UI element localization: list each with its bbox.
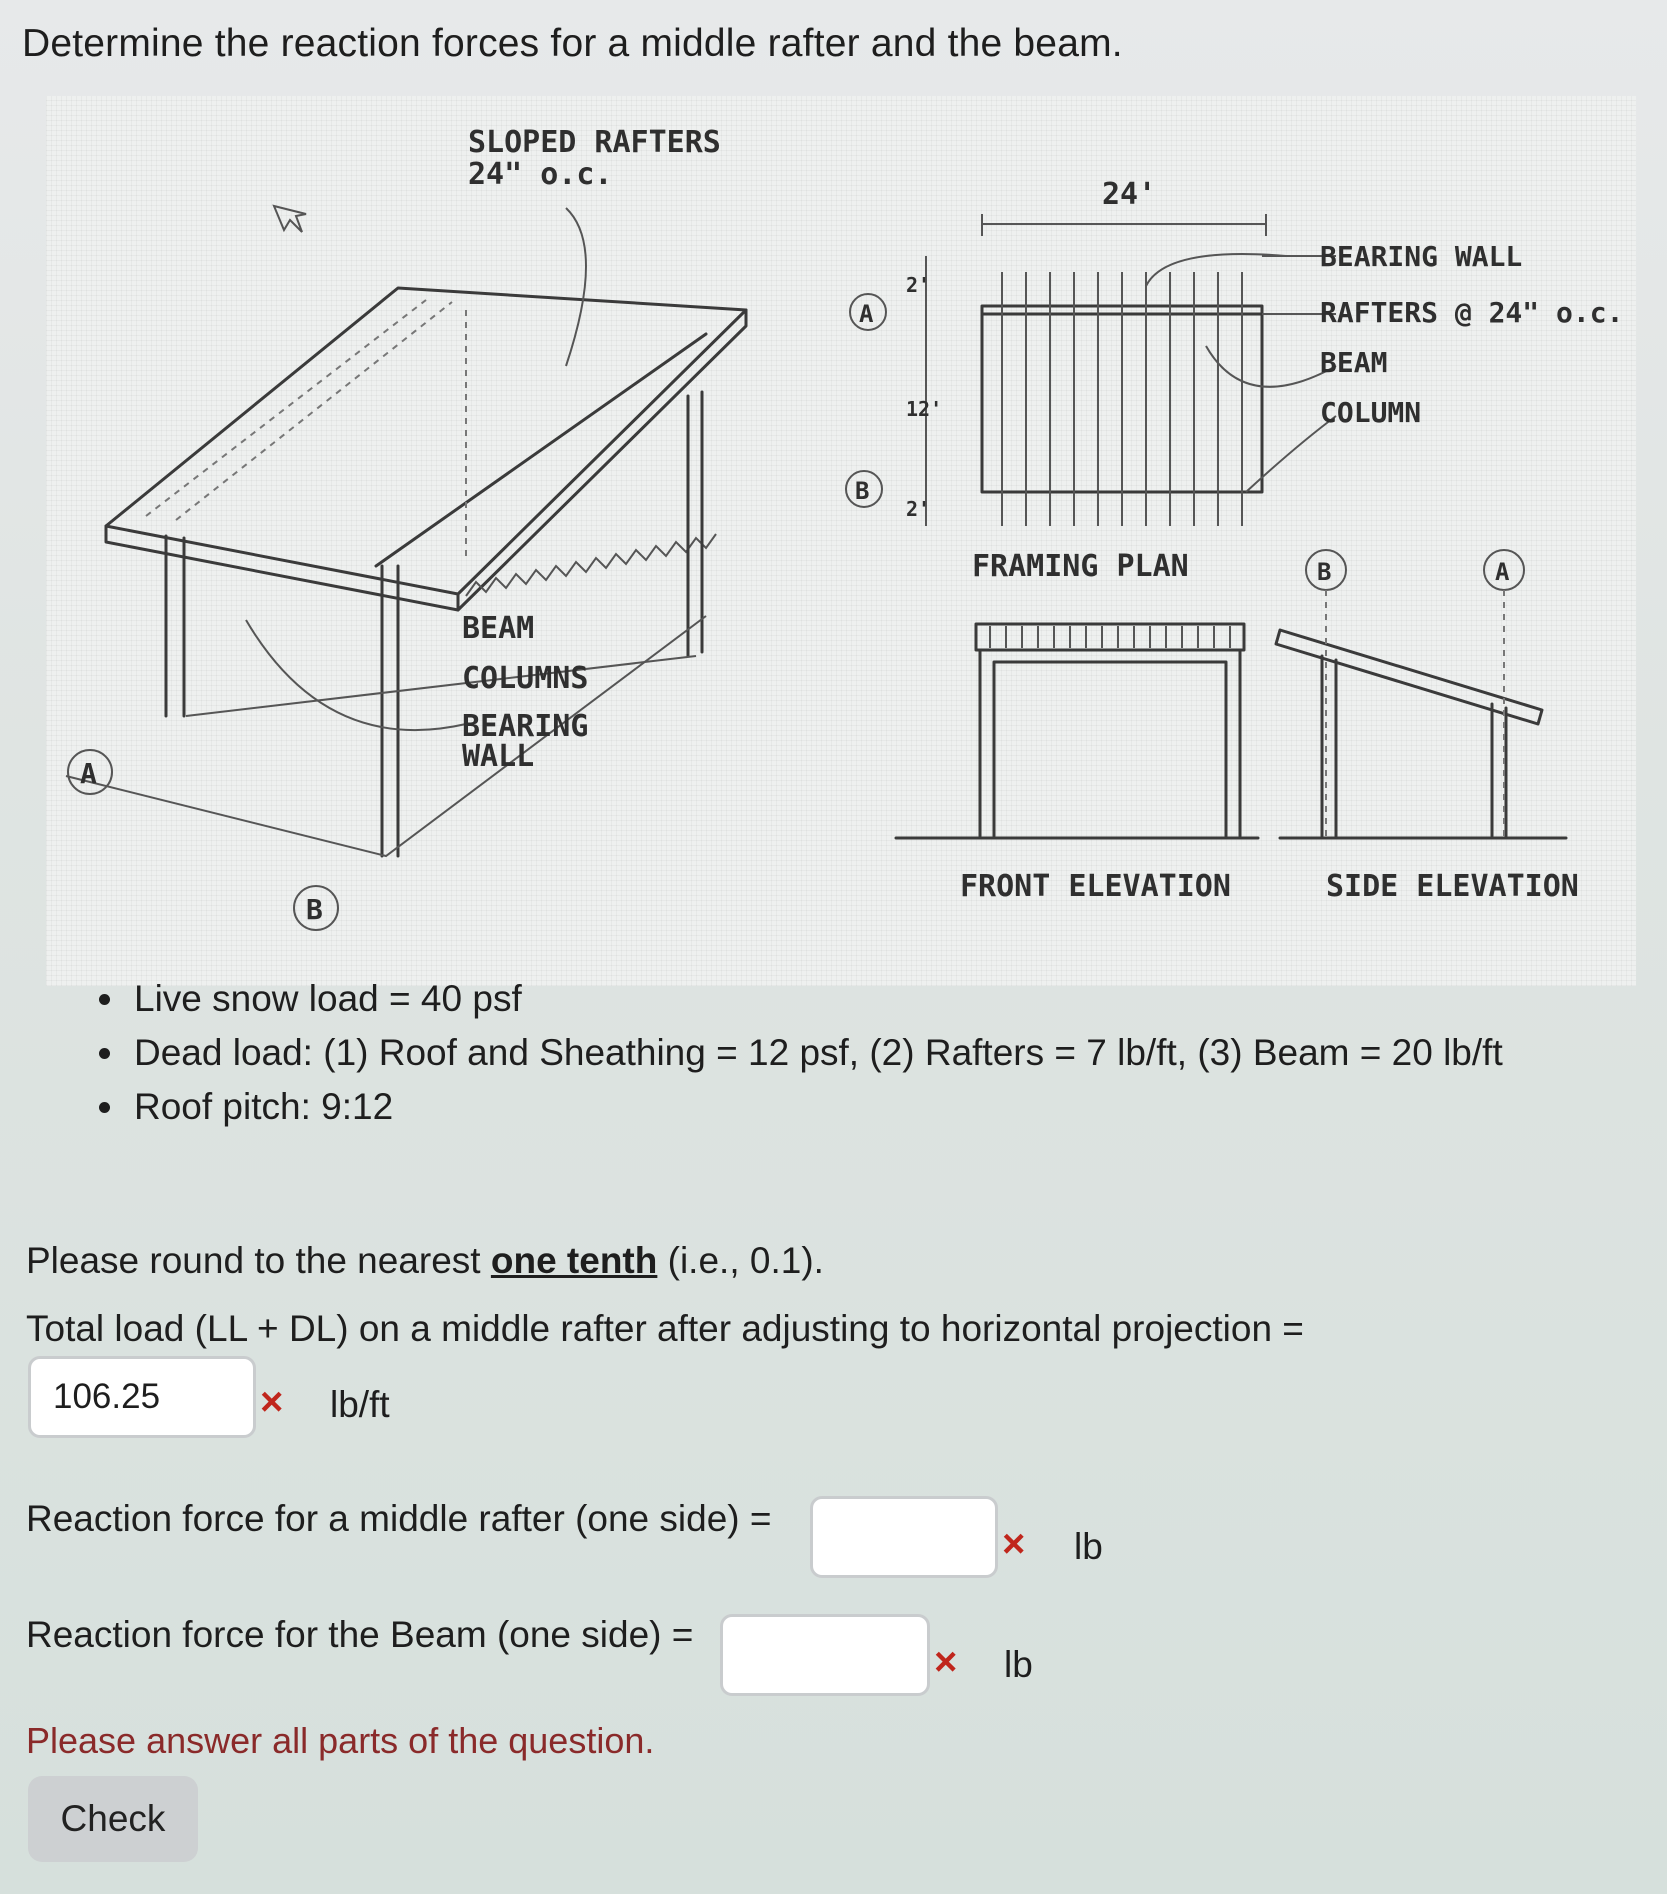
plan-column-label: COLUMN	[1320, 396, 1422, 429]
side-elevation-label: SIDE ELEVATION	[1326, 869, 1579, 904]
plan-rafters-label: RAFTERS @ 24" o.c.	[1320, 296, 1624, 329]
live-load-item: • Live snow load = 40 psf	[128, 972, 1628, 1026]
total-load-label: Total load (LL + DL) on a middle rafter after adjusting to horizontal projection =	[26, 1308, 1304, 1349]
side-grid-b-label: B	[1317, 558, 1332, 586]
bearing-wall-label: BEARING	[462, 709, 589, 744]
beam-label: BEAM	[462, 611, 535, 646]
isometric-view	[66, 125, 746, 930]
total-load-incorrect-icon: ×	[260, 1380, 284, 1424]
front-elevation	[896, 624, 1258, 904]
rafter-reaction-input[interactable]	[810, 1496, 998, 1578]
grid-a-label: A	[80, 757, 97, 790]
plan-dim-side-3: 2'	[906, 497, 931, 521]
plan-grid-b-label: B	[855, 477, 870, 505]
dead-load-item: • Dead load: (1) Roof and Sheathing = 12 psf, (2) Rafters = 7 lb/ft, (3) Beam = 20 lb/ft	[128, 1026, 1628, 1080]
beam-reaction-unit: lb	[1004, 1644, 1033, 1685]
front-elevation-label: FRONT ELEVATION	[960, 869, 1231, 904]
bearing-wall-label-2: WALL	[462, 739, 535, 774]
rafter-reaction-incorrect-icon: ×	[1002, 1522, 1026, 1566]
roof-pitch-item: • Roof pitch: 9:12	[128, 1080, 1628, 1134]
structure-figure	[46, 96, 1636, 986]
side-elevation	[1276, 590, 1579, 904]
rounding-suffix: (i.e., 0.1).	[657, 1240, 824, 1281]
rounding-emphasis: one tenth	[490, 1240, 658, 1281]
rounding-instruction	[26, 1240, 824, 1282]
plan-dim-side-2: 12'	[906, 397, 943, 421]
load-list	[80, 972, 1628, 1134]
framing-plan-label: FRAMING PLAN	[972, 549, 1189, 584]
beam-reaction-input[interactable]	[720, 1614, 930, 1696]
total-load-input[interactable]: 106.25	[28, 1356, 256, 1438]
side-grid-a-label: A	[1495, 558, 1510, 586]
beam-reaction-incorrect-icon: ×	[934, 1640, 958, 1684]
rafter-reaction-unit: lb	[1074, 1526, 1103, 1567]
incomplete-warning: Please answer all parts of the question.	[26, 1720, 655, 1761]
plan-dim-top: 24'	[1102, 177, 1157, 212]
structure-sketch	[46, 96, 1636, 986]
total-load-unit: lb/ft	[330, 1384, 390, 1425]
plan-bearing-wall-label: BEARING WALL	[1320, 240, 1523, 273]
beam-reaction-label: Reaction force for the Beam (one side) =	[26, 1614, 694, 1655]
sloped-rafters-label: SLOPED RAFTERS	[468, 125, 721, 160]
framing-plan	[846, 177, 1623, 590]
columns-label: COLUMNS	[462, 661, 589, 696]
plan-dim-side-1: 2'	[906, 273, 931, 297]
rafter-reaction-label: Reaction force for a middle rafter (one side) =	[26, 1498, 772, 1539]
plan-beam-label: BEAM	[1320, 346, 1388, 379]
sloped-rafters-spacing-label: 24" o.c.	[468, 157, 613, 192]
grid-b-label: B	[306, 893, 323, 926]
rounding-prefix: Please round to the nearest	[26, 1240, 491, 1281]
plan-grid-a-label: A	[859, 300, 874, 328]
check-button[interactable]: Check	[28, 1776, 198, 1862]
question-title: Determine the reaction forces for a middle rafter and the beam.	[22, 22, 1123, 65]
